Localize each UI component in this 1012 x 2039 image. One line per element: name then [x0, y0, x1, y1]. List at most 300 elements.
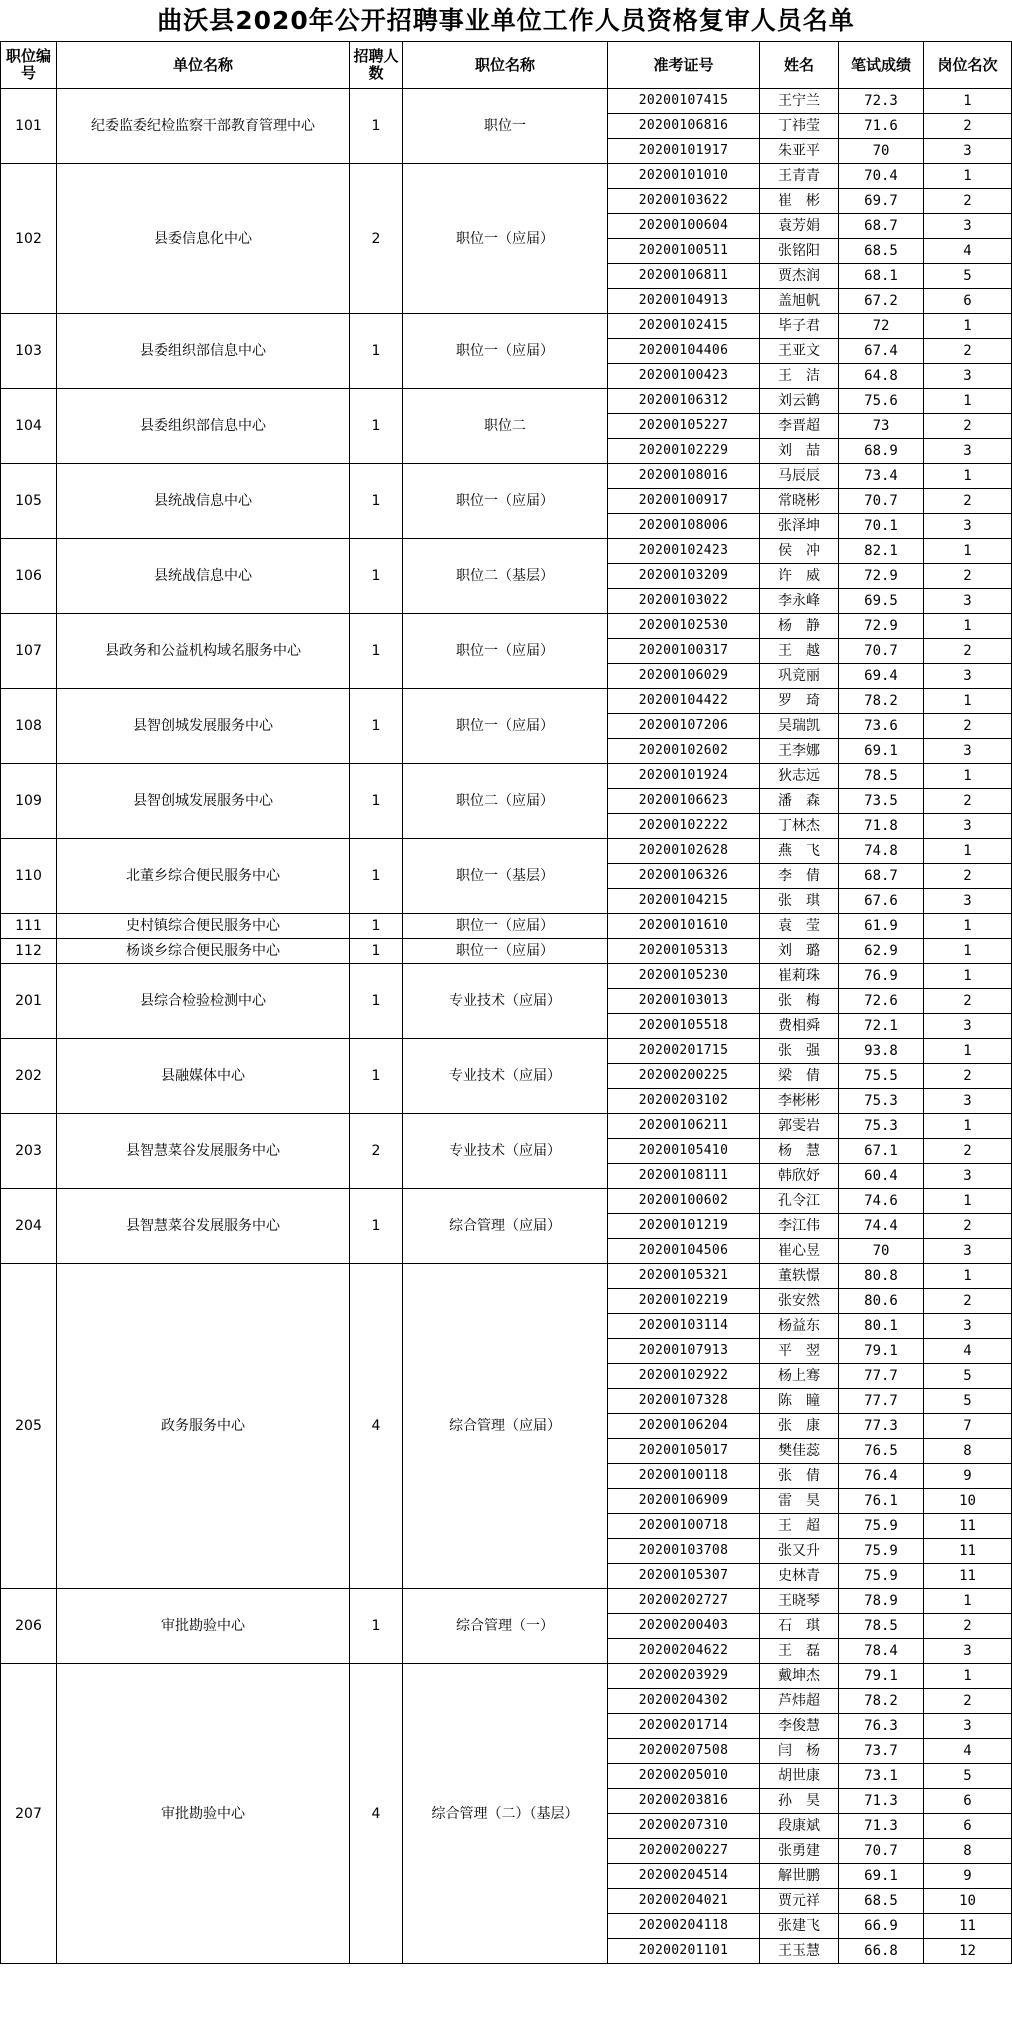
written-score-cell: 76.4 [839, 1464, 924, 1489]
ticket-number-cell: 20200100718 [608, 1514, 760, 1539]
rank-cell: 2 [924, 714, 1012, 739]
candidate-name-cell: 韩欣妤 [760, 1164, 839, 1189]
rank-cell: 11 [924, 1514, 1012, 1539]
ticket-number-cell: 20200102219 [608, 1289, 760, 1314]
pos-code-cell: 205 [1, 1264, 57, 1589]
candidate-name-cell: 解世鹏 [760, 1864, 839, 1889]
table-row [1, 689, 1012, 714]
written-score-cell: 72.6 [839, 989, 924, 1014]
quota-cell: 4 [350, 1264, 403, 1589]
ticket-number-cell: 20200105410 [608, 1139, 760, 1164]
rank-cell: 1 [924, 839, 1012, 864]
ticket-number-cell: 20200107328 [608, 1389, 760, 1414]
candidate-name-cell: 巩竞丽 [760, 664, 839, 689]
written-score-cell: 75.9 [839, 1564, 924, 1589]
candidate-name-cell: 王 超 [760, 1514, 839, 1539]
ticket-number-cell: 20200101010 [608, 164, 760, 189]
candidate-name-cell: 王 洁 [760, 364, 839, 389]
ticket-number-cell: 20200103022 [608, 589, 760, 614]
pos-code-cell: 206 [1, 1589, 57, 1664]
rank-cell: 3 [924, 814, 1012, 839]
ticket-number-cell: 20200106326 [608, 864, 760, 889]
rank-cell: 1 [924, 389, 1012, 414]
table-row [1, 464, 1012, 489]
rank-cell: 6 [924, 289, 1012, 314]
rank-cell: 3 [924, 889, 1012, 914]
unit-name-cell: 北董乡综合便民服务中心 [57, 839, 350, 914]
candidate-name-cell: 梁 倩 [760, 1064, 839, 1089]
candidate-name-cell: 张又升 [760, 1539, 839, 1564]
written-score-cell: 70.7 [839, 1839, 924, 1864]
ticket-number-cell: 20200102602 [608, 739, 760, 764]
rank-cell: 5 [924, 1364, 1012, 1389]
candidate-name-cell: 王晓琴 [760, 1589, 839, 1614]
rank-cell: 11 [924, 1564, 1012, 1589]
written-score-cell: 75.6 [839, 389, 924, 414]
table-row [1, 1039, 1012, 1064]
table-row [1, 314, 1012, 339]
ticket-number-cell: 20200200225 [608, 1064, 760, 1089]
table-row [1, 964, 1012, 989]
written-score-cell: 74.8 [839, 839, 924, 864]
ticket-number-cell: 20200108006 [608, 514, 760, 539]
written-score-cell: 79.1 [839, 1339, 924, 1364]
quota-cell: 1 [350, 839, 403, 914]
rank-cell: 2 [924, 564, 1012, 589]
candidate-name-cell: 张 琪 [760, 889, 839, 914]
page-title: 曲沃县2020年公开招聘事业单位工作人员资格复审人员名单 [157, 6, 855, 35]
ticket-number-cell: 20200201714 [608, 1714, 760, 1739]
rank-cell: 11 [924, 1539, 1012, 1564]
rank-cell: 1 [924, 464, 1012, 489]
ticket-number-cell: 20200100118 [608, 1464, 760, 1489]
ticket-number-cell: 20200104506 [608, 1239, 760, 1264]
pos-code-cell: 104 [1, 389, 57, 464]
candidate-name-cell: 樊佳蕊 [760, 1439, 839, 1464]
header-name: 姓名 [760, 42, 839, 89]
candidate-name-cell: 张 强 [760, 1039, 839, 1064]
written-score-cell: 78.2 [839, 689, 924, 714]
candidate-name-cell: 胡世康 [760, 1764, 839, 1789]
quota-cell: 1 [350, 89, 403, 164]
pos-code-cell: 105 [1, 464, 57, 539]
pos-code-cell: 207 [1, 1664, 57, 1964]
pos-code-cell: 112 [1, 939, 57, 964]
quota-cell: 1 [350, 689, 403, 764]
written-score-cell: 75.5 [839, 1064, 924, 1089]
rank-cell: 9 [924, 1464, 1012, 1489]
pos-code-cell: 106 [1, 539, 57, 614]
rank-cell: 1 [924, 964, 1012, 989]
written-score-cell: 76.9 [839, 964, 924, 989]
candidate-name-cell: 许 威 [760, 564, 839, 589]
candidate-name-cell: 罗 琦 [760, 689, 839, 714]
unit-name-cell: 政务服务中心 [57, 1264, 350, 1589]
position-name-cell: 职位二（基层） [403, 539, 608, 614]
rank-cell: 3 [924, 364, 1012, 389]
written-score-cell: 71.3 [839, 1814, 924, 1839]
written-score-cell: 72.3 [839, 89, 924, 114]
candidate-name-cell: 马辰辰 [760, 464, 839, 489]
candidate-name-cell: 丁祎莹 [760, 114, 839, 139]
table-row [1, 539, 1012, 564]
ticket-number-cell: 20200107206 [608, 714, 760, 739]
written-score-cell: 69.1 [839, 739, 924, 764]
rank-cell: 3 [924, 439, 1012, 464]
ticket-number-cell: 20200106312 [608, 389, 760, 414]
written-score-cell: 71.6 [839, 114, 924, 139]
rank-cell: 4 [924, 1339, 1012, 1364]
pos-code-cell: 202 [1, 1039, 57, 1114]
written-score-cell: 71.3 [839, 1789, 924, 1814]
rank-cell: 1 [924, 914, 1012, 939]
rank-cell: 9 [924, 1864, 1012, 1889]
written-score-cell: 66.9 [839, 1914, 924, 1939]
ticket-number-cell: 20200100317 [608, 639, 760, 664]
candidate-name-cell: 刘 喆 [760, 439, 839, 464]
unit-name-cell: 县政务和公益机构域名服务中心 [57, 614, 350, 689]
header-unit: 单位名称 [57, 42, 350, 89]
ticket-number-cell: 20200204622 [608, 1639, 760, 1664]
written-score-cell: 70 [839, 1239, 924, 1264]
ticket-number-cell: 20200106909 [608, 1489, 760, 1514]
position-name-cell: 专业技术（应届） [403, 964, 608, 1039]
ticket-number-cell: 20200108111 [608, 1164, 760, 1189]
candidate-name-cell: 芦炜超 [760, 1689, 839, 1714]
rank-cell: 8 [924, 1839, 1012, 1864]
ticket-number-cell: 20200103013 [608, 989, 760, 1014]
rank-cell: 1 [924, 764, 1012, 789]
written-score-cell: 76.3 [839, 1714, 924, 1739]
position-name-cell: 综合管理（一） [403, 1589, 608, 1664]
candidate-name-cell: 费相舜 [760, 1014, 839, 1039]
unit-name-cell: 史村镇综合便民服务中心 [57, 914, 350, 939]
pos-code-cell: 103 [1, 314, 57, 389]
table-row [1, 1589, 1012, 1614]
position-name-cell: 职位二（应届） [403, 764, 608, 839]
rank-cell: 7 [924, 1414, 1012, 1439]
ticket-number-cell: 20200104422 [608, 689, 760, 714]
header-rank: 岗位名次 [924, 42, 1012, 89]
candidate-name-cell: 张泽坤 [760, 514, 839, 539]
unit-name-cell: 县综合检验检测中心 [57, 964, 350, 1039]
rank-cell: 1 [924, 164, 1012, 189]
written-score-cell: 77.3 [839, 1414, 924, 1439]
candidate-name-cell: 李永峰 [760, 589, 839, 614]
quota-cell: 1 [350, 464, 403, 539]
written-score-cell: 75.3 [839, 1089, 924, 1114]
ticket-number-cell: 20200102922 [608, 1364, 760, 1389]
rank-cell: 4 [924, 1739, 1012, 1764]
ticket-number-cell: 20200204021 [608, 1889, 760, 1914]
ticket-number-cell: 20200104215 [608, 889, 760, 914]
pos-code-cell: 101 [1, 89, 57, 164]
candidate-name-cell: 孔令江 [760, 1189, 839, 1214]
unit-name-cell: 县委组织部信息中心 [57, 314, 350, 389]
quota-cell: 1 [350, 389, 403, 464]
rank-cell: 8 [924, 1439, 1012, 1464]
unit-name-cell: 县智创城发展服务中心 [57, 689, 350, 764]
written-score-cell: 73.5 [839, 789, 924, 814]
written-score-cell: 72 [839, 314, 924, 339]
written-score-cell: 75.9 [839, 1539, 924, 1564]
written-score-cell: 73.7 [839, 1739, 924, 1764]
rank-cell: 1 [924, 1039, 1012, 1064]
position-name-cell: 职位一（应届） [403, 464, 608, 539]
rank-cell: 3 [924, 1239, 1012, 1264]
ticket-number-cell: 20200102415 [608, 314, 760, 339]
rank-cell: 2 [924, 639, 1012, 664]
table-row [1, 839, 1012, 864]
candidate-name-cell: 崔莉珠 [760, 964, 839, 989]
candidate-name-cell: 史林青 [760, 1564, 839, 1589]
candidate-name-cell: 闫 杨 [760, 1739, 839, 1764]
unit-name-cell: 县统战信息中心 [57, 464, 350, 539]
written-score-cell: 64.8 [839, 364, 924, 389]
position-name-cell: 职位一 [403, 89, 608, 164]
unit-name-cell: 县智慧菜谷发展服务中心 [57, 1189, 350, 1264]
header-pos-code: 职位编号 [1, 42, 57, 89]
written-score-cell: 70 [839, 139, 924, 164]
candidate-name-cell: 杨益东 [760, 1314, 839, 1339]
written-score-cell: 72.1 [839, 1014, 924, 1039]
rank-cell: 1 [924, 1114, 1012, 1139]
quota-cell: 1 [350, 1589, 403, 1664]
written-score-cell: 67.6 [839, 889, 924, 914]
rank-cell: 6 [924, 1789, 1012, 1814]
header-score: 笔试成绩 [839, 42, 924, 89]
pos-code-cell: 102 [1, 164, 57, 314]
candidate-name-cell: 张勇建 [760, 1839, 839, 1864]
written-score-cell: 70.4 [839, 164, 924, 189]
pos-code-cell: 204 [1, 1189, 57, 1264]
candidate-name-cell: 常晓彬 [760, 489, 839, 514]
table-row [1, 939, 1012, 964]
ticket-number-cell: 20200102628 [608, 839, 760, 864]
quota-cell: 1 [350, 539, 403, 614]
written-score-cell: 69.4 [839, 664, 924, 689]
rank-cell: 2 [924, 339, 1012, 364]
candidate-name-cell: 段康斌 [760, 1814, 839, 1839]
ticket-number-cell: 20200103708 [608, 1539, 760, 1564]
written-score-cell: 75.9 [839, 1514, 924, 1539]
written-score-cell: 68.5 [839, 239, 924, 264]
candidate-name-cell: 孙 昊 [760, 1789, 839, 1814]
candidate-name-cell: 戴坤杰 [760, 1664, 839, 1689]
written-score-cell: 74.4 [839, 1214, 924, 1239]
ticket-number-cell: 20200201715 [608, 1039, 760, 1064]
rank-cell: 2 [924, 414, 1012, 439]
position-name-cell: 综合管理（应届） [403, 1264, 608, 1589]
unit-name-cell: 杨谈乡综合便民服务中心 [57, 939, 350, 964]
candidate-name-cell: 张建飞 [760, 1914, 839, 1939]
candidate-name-cell: 杨 慧 [760, 1139, 839, 1164]
written-score-cell: 70.7 [839, 639, 924, 664]
candidate-name-cell: 王 磊 [760, 1639, 839, 1664]
written-score-cell: 73 [839, 414, 924, 439]
position-name-cell: 职位一（基层） [403, 839, 608, 914]
rank-cell: 3 [924, 1014, 1012, 1039]
rank-cell: 4 [924, 239, 1012, 264]
ticket-number-cell: 20200105321 [608, 1264, 760, 1289]
rank-cell: 3 [924, 1714, 1012, 1739]
candidate-name-cell: 李 倩 [760, 864, 839, 889]
written-score-cell: 78.2 [839, 1689, 924, 1714]
written-score-cell: 76.5 [839, 1439, 924, 1464]
written-score-cell: 93.8 [839, 1039, 924, 1064]
candidate-name-cell: 李江伟 [760, 1214, 839, 1239]
candidate-name-cell: 王玉慧 [760, 1939, 839, 1964]
rank-cell: 3 [924, 739, 1012, 764]
candidate-name-cell: 王 越 [760, 639, 839, 664]
rank-cell: 3 [924, 1089, 1012, 1114]
quota-cell: 1 [350, 614, 403, 689]
candidate-name-cell: 张 倩 [760, 1464, 839, 1489]
candidate-name-cell: 袁芳娟 [760, 214, 839, 239]
unit-name-cell: 审批勘验中心 [57, 1589, 350, 1664]
candidate-name-cell: 崔 彬 [760, 189, 839, 214]
candidate-name-cell: 刘云鹤 [760, 389, 839, 414]
ticket-number-cell: 20200105518 [608, 1014, 760, 1039]
rank-cell: 2 [924, 1214, 1012, 1239]
ticket-number-cell: 20200201101 [608, 1939, 760, 1964]
written-score-cell: 68.7 [839, 214, 924, 239]
candidate-name-cell: 狄志远 [760, 764, 839, 789]
candidate-name-cell: 陈 瞳 [760, 1389, 839, 1414]
rank-cell: 2 [924, 189, 1012, 214]
written-score-cell: 60.4 [839, 1164, 924, 1189]
table-row [1, 89, 1012, 114]
written-score-cell: 76.1 [839, 1489, 924, 1514]
unit-name-cell: 县融媒体中心 [57, 1039, 350, 1114]
table-row [1, 1664, 1012, 1689]
ticket-number-cell: 20200203102 [608, 1089, 760, 1114]
candidate-name-cell: 张铭阳 [760, 239, 839, 264]
rank-cell: 1 [924, 1589, 1012, 1614]
ticket-number-cell: 20200106211 [608, 1114, 760, 1139]
ticket-number-cell: 20200105307 [608, 1564, 760, 1589]
rank-cell: 2 [924, 864, 1012, 889]
table-body [1, 89, 1012, 1964]
candidate-name-cell: 王李娜 [760, 739, 839, 764]
written-score-cell: 61.9 [839, 914, 924, 939]
unit-name-cell: 县委组织部信息中心 [57, 389, 350, 464]
written-score-cell: 67.1 [839, 1139, 924, 1164]
written-score-cell: 78.5 [839, 1614, 924, 1639]
candidate-name-cell: 侯 冲 [760, 539, 839, 564]
ticket-number-cell: 20200101917 [608, 139, 760, 164]
position-name-cell: 专业技术（应届） [403, 1039, 608, 1114]
written-score-cell: 74.6 [839, 1189, 924, 1214]
candidate-name-cell: 崔心昱 [760, 1239, 839, 1264]
written-score-cell: 80.1 [839, 1314, 924, 1339]
ticket-number-cell: 20200102530 [608, 614, 760, 639]
rank-cell: 1 [924, 1664, 1012, 1689]
ticket-number-cell: 20200105227 [608, 414, 760, 439]
unit-name-cell: 县智创城发展服务中心 [57, 764, 350, 839]
rank-cell: 10 [924, 1489, 1012, 1514]
candidate-name-cell: 雷 昊 [760, 1489, 839, 1514]
header-ticket: 准考证号 [608, 42, 760, 89]
candidate-name-cell: 朱亚平 [760, 139, 839, 164]
pos-code-cell: 108 [1, 689, 57, 764]
candidate-name-cell: 刘 璐 [760, 939, 839, 964]
written-score-cell: 73.4 [839, 464, 924, 489]
rank-cell: 2 [924, 1614, 1012, 1639]
table-row [1, 164, 1012, 189]
ticket-number-cell: 20200102423 [608, 539, 760, 564]
ticket-number-cell: 20200108016 [608, 464, 760, 489]
unit-name-cell: 县委信息化中心 [57, 164, 350, 314]
written-score-cell: 77.7 [839, 1389, 924, 1414]
written-score-cell: 68.5 [839, 1889, 924, 1914]
written-score-cell: 78.9 [839, 1589, 924, 1614]
rank-cell: 2 [924, 789, 1012, 814]
ticket-number-cell: 20200101924 [608, 764, 760, 789]
rank-cell: 1 [924, 1189, 1012, 1214]
written-score-cell: 66.8 [839, 1939, 924, 1964]
written-score-cell: 70.1 [839, 514, 924, 539]
unit-name-cell: 县统战信息中心 [57, 539, 350, 614]
candidate-name-cell: 李晋超 [760, 414, 839, 439]
header-pos-name: 职位名称 [403, 42, 608, 89]
candidate-name-cell: 燕 飞 [760, 839, 839, 864]
ticket-number-cell: 20200107913 [608, 1339, 760, 1364]
candidate-name-cell: 盖旭帆 [760, 289, 839, 314]
candidate-name-cell: 王亚文 [760, 339, 839, 364]
candidate-name-cell: 杨上骞 [760, 1364, 839, 1389]
ticket-number-cell: 20200207508 [608, 1739, 760, 1764]
position-name-cell: 职位一（应届） [403, 914, 608, 939]
ticket-number-cell: 20200103622 [608, 189, 760, 214]
position-name-cell: 职位一（应届） [403, 614, 608, 689]
written-score-cell: 70.7 [839, 489, 924, 514]
table-row [1, 1114, 1012, 1139]
candidate-name-cell: 李俊慧 [760, 1714, 839, 1739]
table-row [1, 389, 1012, 414]
written-score-cell: 72.9 [839, 614, 924, 639]
rank-cell: 10 [924, 1889, 1012, 1914]
unit-name-cell: 县智慧菜谷发展服务中心 [57, 1114, 350, 1189]
quota-cell: 1 [350, 1039, 403, 1114]
table-row [1, 914, 1012, 939]
position-name-cell: 职位一（应届） [403, 939, 608, 964]
rank-cell: 1 [924, 614, 1012, 639]
quota-cell: 2 [350, 1114, 403, 1189]
rank-cell: 3 [924, 514, 1012, 539]
written-score-cell: 67.4 [839, 339, 924, 364]
ticket-number-cell: 20200101610 [608, 914, 760, 939]
written-score-cell: 69.1 [839, 1864, 924, 1889]
rank-cell: 6 [924, 1814, 1012, 1839]
written-score-cell: 68.7 [839, 864, 924, 889]
rank-cell: 1 [924, 314, 1012, 339]
rank-cell: 2 [924, 114, 1012, 139]
rank-cell: 2 [924, 1064, 1012, 1089]
candidate-name-cell: 潘 森 [760, 789, 839, 814]
ticket-number-cell: 20200203816 [608, 1789, 760, 1814]
candidate-name-cell: 石 琪 [760, 1614, 839, 1639]
quota-cell: 1 [350, 764, 403, 839]
candidate-name-cell: 丁林杰 [760, 814, 839, 839]
position-name-cell: 职位一（应届） [403, 689, 608, 764]
ticket-number-cell: 20200105230 [608, 964, 760, 989]
candidate-name-cell: 董轶憬 [760, 1264, 839, 1289]
rank-cell: 5 [924, 1764, 1012, 1789]
ticket-number-cell: 20200107415 [608, 89, 760, 114]
pos-code-cell: 109 [1, 764, 57, 839]
rank-cell: 1 [924, 539, 1012, 564]
